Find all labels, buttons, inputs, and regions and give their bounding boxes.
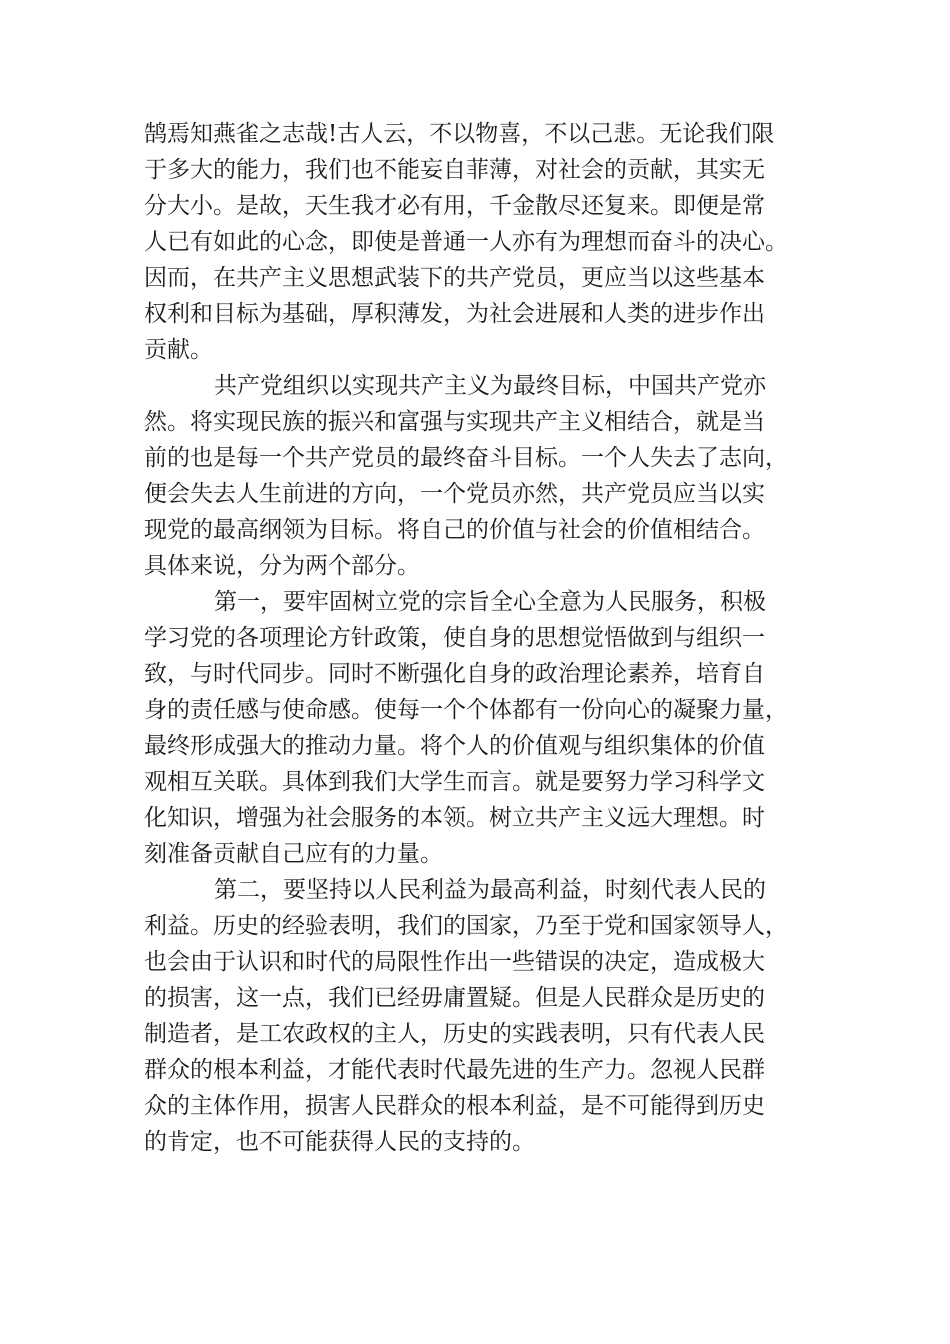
paragraph-3 <box>144 584 804 872</box>
text-line: 学习党的各项理论方针政策，使自身的思想觉悟做到与组织一 <box>144 625 765 651</box>
text-line: 便会失去人生前进的方向，一个党员亦然，共产党员应当以实 <box>144 481 765 507</box>
paragraph-1 <box>144 116 804 368</box>
text-line: 权利和目标为基础，厚积薄发，为社会进展和人类的进步作出 <box>144 301 765 327</box>
text-line: 众的主体作用，损害人民群众的根本利益，是不可能得到历史 <box>144 1093 765 1119</box>
text-line: 贡献。 <box>144 337 213 363</box>
text-line: 身的责任感与使命感。使每一个个体都有一份向心的凝聚力量， <box>144 697 788 723</box>
text-line: 化知识，增强为社会服务的本领。树立共产主义远大理想。时 <box>144 805 765 831</box>
text-line-indented: 第一，要牢固树立党的宗旨全心全意为人民服务，积极 <box>214 589 766 615</box>
text-line: 现党的最高纲领为目标。将自己的价值与社会的价值相结合。 <box>144 517 765 543</box>
text-line: 最终形成强大的推动力量。将个人的价值观与组织集体的价值 <box>144 733 765 759</box>
text-line: 刻准备贡献自己应有的力量。 <box>144 841 443 867</box>
text-line: 鹄焉知燕雀之志哉!古人云，不以物喜，不以己悲。无论我们限 <box>144 121 775 147</box>
paragraph-4 <box>144 872 804 1160</box>
text-line: 制造者，是工农政权的主人，历史的实践表明，只有代表人民 <box>144 1021 765 1047</box>
text-line: 然。将实现民族的振兴和富强与实现共产主义相结合，就是当 <box>144 409 765 435</box>
text-line: 观相互关联。具体到我们大学生而言。就是要努力学习科学文 <box>144 769 765 795</box>
text-line: 因而，在共产主义思想武装下的共产党员，更应当以这些基本 <box>144 265 765 291</box>
paragraph-2 <box>144 368 804 584</box>
text-line: 致，与时代同步。同时不断强化自身的政治理论素养，培育自 <box>144 661 765 687</box>
text-line: 前的也是每一个共产党员的最终奋斗目标。一个人失去了志向， <box>144 445 788 471</box>
document-body <box>144 116 804 1160</box>
text-line: 也会由于认识和时代的局限性作出一些错误的决定，造成极大 <box>144 949 765 975</box>
text-line: 分大小。是故，天生我才必有用，千金散尽还复来。即便是常 <box>144 193 765 219</box>
text-line-indented: 第二，要坚持以人民利益为最高利益，时刻代表人民的 <box>214 877 766 903</box>
text-line: 于多大的能力，我们也不能妄自菲薄，对社会的贡献，其实无 <box>144 157 765 183</box>
text-line: 的损害，这一点，我们已经毋庸置疑。但是人民群众是历史的 <box>144 985 765 1011</box>
text-line: 的肯定，也不可能获得人民的支持的。 <box>144 1129 535 1155</box>
text-line: 具体来说，分为两个部分。 <box>144 553 420 579</box>
text-line-indented: 共产党组织以实现共产主义为最终目标，中国共产党亦 <box>214 373 766 399</box>
text-line: 群众的根本利益，才能代表时代最先进的生产力。忽视人民群 <box>144 1057 765 1083</box>
text-line: 利益。历史的经验表明，我们的国家，乃至于党和国家领导人， <box>144 913 788 939</box>
text-line: 人已有如此的心念，即使是普通一人亦有为理想而奋斗的决心。 <box>144 229 788 255</box>
